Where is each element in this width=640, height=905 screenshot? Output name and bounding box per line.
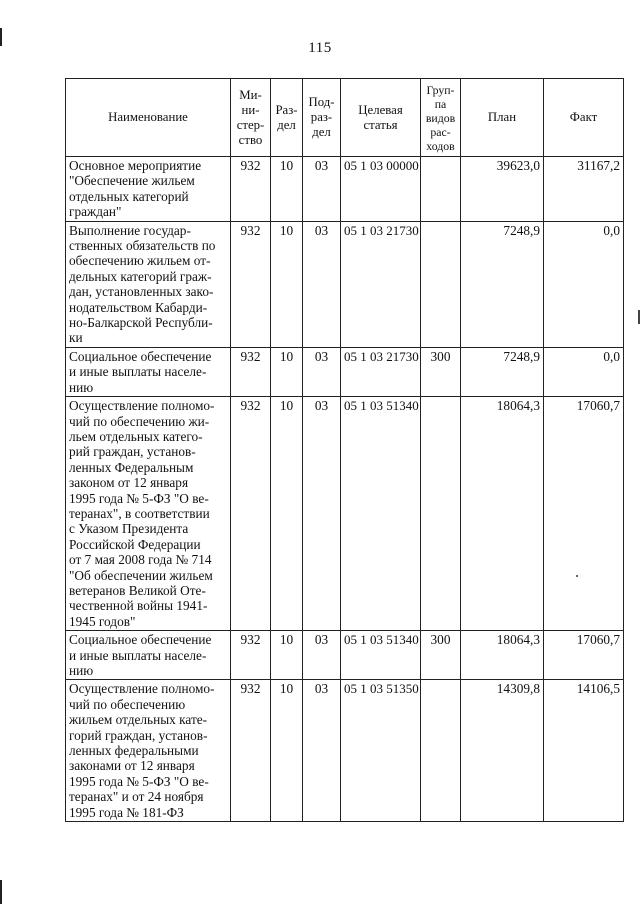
row-plan: 18064,3 xyxy=(461,631,544,680)
header-ministry: Ми- ни- стер- ство xyxy=(231,79,271,157)
row-ministry: 932 xyxy=(231,397,271,631)
row-fact: 31167,2 xyxy=(544,157,624,222)
row-ministry: 932 xyxy=(231,347,271,396)
row-name: Осуществление полномо- чий по обеспечению жильем отдельных кате- горий граждан, установ- ленных федеральными законами от 12 января 1995 года № 5-ФЗ "О ве- теранах" и от 24 ноября 1995 года № 181-ФЗ xyxy=(66,680,231,822)
table-row xyxy=(66,397,624,631)
row-plan: 18064,3 xyxy=(461,397,544,631)
table-row xyxy=(66,631,624,680)
header-plan: План xyxy=(461,79,544,157)
row-plan: 7248,9 xyxy=(461,221,544,347)
table-header-row xyxy=(66,79,624,157)
row-section: 10 xyxy=(271,680,303,822)
row-fact: 17060,7 xyxy=(544,397,624,631)
row-fact: 17060,7 xyxy=(544,631,624,680)
page-number: 115 xyxy=(308,40,332,56)
row-target: 05 1 03 51340 xyxy=(341,397,421,631)
table-row xyxy=(66,157,624,222)
row-name: Выполнение государ- ственных обязательств по обеспечению жильем от- дельных категорий граж- дан, установленных зако- нодательством Кабарди- но-Балкарской Республи- ки xyxy=(66,221,231,347)
row-ministry: 932 xyxy=(231,221,271,347)
row-fact: 14106,5 xyxy=(544,680,624,822)
row-section: 10 xyxy=(271,631,303,680)
header-expense-group: Груп- па видов рас- ходов xyxy=(421,79,461,157)
budget-table xyxy=(65,78,624,822)
row-target: 05 1 03 51340 xyxy=(341,631,421,680)
row-target: 05 1 03 00000 xyxy=(341,157,421,222)
row-section: 10 xyxy=(271,157,303,222)
row-group xyxy=(421,157,461,222)
row-fact: 0,0 xyxy=(544,347,624,396)
row-section: 10 xyxy=(271,221,303,347)
row-plan: 39623,0 xyxy=(461,157,544,222)
row-subsection: 03 xyxy=(303,680,341,822)
table-row xyxy=(66,347,624,396)
header-name: Наименование xyxy=(66,79,231,157)
scan-edge-mark xyxy=(0,28,2,46)
row-ministry: 932 xyxy=(231,680,271,822)
row-target: 05 1 03 51350 xyxy=(341,680,421,822)
row-group xyxy=(421,221,461,347)
row-fact: 0,0 xyxy=(544,221,624,347)
row-plan: 14309,8 xyxy=(461,680,544,822)
row-ministry: 932 xyxy=(231,157,271,222)
row-section: 10 xyxy=(271,347,303,396)
scan-edge-mark xyxy=(0,880,2,904)
row-group xyxy=(421,397,461,631)
row-name: Основное мероприятие "Обеспечение жильем отдельных категорий граждан" xyxy=(66,157,231,222)
header-subsection: Под- раз- дел xyxy=(303,79,341,157)
row-target: 05 1 03 21730 xyxy=(341,221,421,347)
row-name: Социальное обеспечение и иные выплаты населе- нию xyxy=(66,631,231,680)
row-name: Социальное обеспечение и иные выплаты населе- нию xyxy=(66,347,231,396)
row-target: 05 1 03 21730 xyxy=(341,347,421,396)
row-group: 300 xyxy=(421,631,461,680)
header-section: Раз- дел xyxy=(271,79,303,157)
row-plan: 7248,9 xyxy=(461,347,544,396)
row-section: 10 xyxy=(271,397,303,631)
row-ministry: 932 xyxy=(231,631,271,680)
table-row xyxy=(66,680,624,822)
row-name: Осуществление полномо- чий по обеспечению жи- льем отдельных катего- рий граждан, установ- ленных Федеральным законом от 12 января 1995 года № 5-ФЗ "О ве- теранах", в соответствии с Указом Президента Российской Федерации от 7 мая 2008 года № 714 "Об обеспечении жильем ветеранов Великой Оте- чественной войны 1941- 1945 годов" xyxy=(66,397,231,631)
row-group xyxy=(421,680,461,822)
header-target: Целевая статья xyxy=(341,79,421,157)
row-subsection: 03 xyxy=(303,157,341,222)
row-group: 300 xyxy=(421,347,461,396)
row-subsection: 03 xyxy=(303,347,341,396)
row-subsection: 03 xyxy=(303,221,341,347)
row-subsection: 03 xyxy=(303,631,341,680)
header-fact: Факт xyxy=(544,79,624,157)
table-row xyxy=(66,221,624,347)
row-subsection: 03 xyxy=(303,397,341,631)
